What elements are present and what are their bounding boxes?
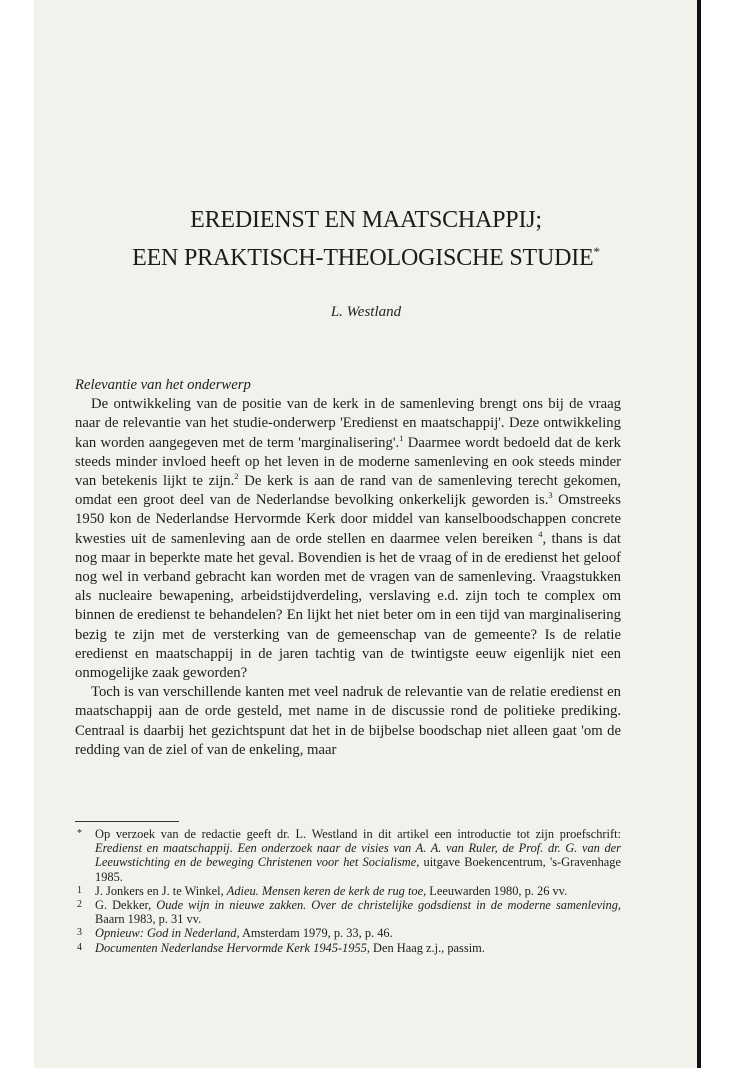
footnote-mark: 1 (77, 884, 82, 896)
footnote-italic-title: Eredienst en maatschappij. Een onderzoek naar de visies van A. A. van Ruler, de Prof. dr. G. van der Leeuwstichting en de beweging Christenen voor het Socialisme, (95, 841, 621, 870)
paragraph-1-text-e: , thans is dat nog maar in beperkte mate het geval. Bovendien is het de vraag of in de eredienst het geloof nog wel in verband gebracht kan worden met de vragen van de samenleving. Vraagstukken als nucleaire bewapening, arbeidstijdverdeling, verslaving e.d. zijn toch te complex om binnen de eredienst te behandelen? En lijkt het niet beter om in een tijd van marginalisering bezig te zijn met de versterking van de gemeenschap van de gemeente? Is de relatie eredienst en maatschappij in de jaren tachtig van de twintigste eeuw eigenlijk niet een onmogelijke zaak geworden? (75, 530, 621, 682)
footnote-mark: 2 (77, 899, 82, 911)
author-name: L. Westland (330, 304, 402, 320)
footnote-italic-title: Documenten Nederlandse Hervormde Kerk 1945-1955, (95, 940, 370, 955)
article-title (34, 205, 698, 274)
paragraph-1-text-c: De kerk is aan de rand van de samenleving terecht gekomen, omdat een groot deel van de Nederlandse bevolking onkerkelijk geworden is. (75, 473, 621, 509)
title-line-2 (34, 236, 698, 274)
article-body (75, 376, 621, 760)
scanned-page (34, 0, 698, 1068)
footnote-ref-3: 3 (548, 490, 553, 501)
footnote-1 (75, 884, 621, 898)
footnote-mark: 4 (77, 941, 82, 953)
footnote-text: G. Dekker, (95, 898, 157, 913)
footnote-divider (75, 821, 179, 822)
footnote-text: Amsterdam 1979, p. 33, p. 46. (239, 926, 393, 941)
footnote-star (75, 827, 621, 884)
paragraph-2: Toch is van verschillende kanten met veel nadruk de relevantie van de relatie eredienst en maatschappij aan de orde gesteld, met name in de discussie rond de politieke prediking. Centraal is daarbij het gezichtspunt dat het in de bijbelse boodschap niet alleen gaat 'om de redding van de ziel of van de enkeling, maar (75, 684, 621, 758)
paragraph-1-text-a: De ontwikkeling van de positie van de kerk in de samenleving brengt ons bij de vraag naar de relevantie van het studie-onderwerp 'Eredienst en maatschappij'. Deze ontwikkeling kan worden aangegeven met de term 'marginalisering'. (75, 396, 621, 451)
footnote-text: Op verzoek van de redactie geeft dr. L. Westland in dit artikel een introductie tot zijn proefschrift: (95, 827, 621, 841)
footnote-text: J. Jonkers en J. te Winkel, (95, 883, 227, 898)
footnote-italic-title: Opnieuw: God in Nederland, (95, 926, 240, 941)
title-line-1: EREDIENST EN MAATSCHAPPIJ; (190, 207, 542, 233)
footnote-text: Baarn 1983, p. 31 vv. (95, 912, 202, 927)
footnote-ref-2: 2 (234, 471, 239, 482)
footnote-4 (75, 941, 621, 955)
footnote-mark: * (77, 828, 82, 839)
footnote-text: uitgave Boekencentrum, 's-Gravenhage 1985. (95, 855, 621, 884)
footnote-2 (75, 898, 621, 926)
footnote-text: Leeuwarden 1980, p. 26 vv. (426, 883, 568, 898)
footnote-mark: 3 (77, 927, 82, 939)
footnote-italic-title: Adieu. Mensen keren de kerk de rug toe, (226, 883, 427, 898)
paragraph-1-text-b: Daarmee wordt bedoeld dat de kerk steeds minder invloed heeft op het leven in de moderne samenleving en ook steeds minder van betekenis lijkt te zijn. (75, 434, 621, 490)
paragraph-1-text-d: Omstreeks 1950 kon de Nederlandse Hervormde Kerk door middel van kanselboodschappen concrete kwesties uit de samenleving aan de orde stellen en daarmee velen bereiken (75, 492, 621, 547)
page-edge-shadow (697, 0, 701, 1068)
footnote-italic-title: Oude wijn in nieuwe zakken. Over de christelijke godsdienst in de moderne samenleving, (156, 898, 621, 913)
title-line-2-text: EEN PRAKTISCH-THEOLOGISCHE STUDIE (132, 245, 594, 271)
title-footnote-marker: * (593, 244, 600, 259)
section-heading: Relevantie van het onderwerp (75, 377, 251, 393)
paragraph-1 (75, 395, 621, 683)
footnote-ref-4: 4 (538, 528, 543, 539)
footnote-text: Den Haag z.j., passim. (369, 940, 485, 955)
footnotes (75, 827, 621, 955)
footnote-3 (75, 926, 621, 940)
footnote-ref-1: 1 (399, 432, 404, 443)
